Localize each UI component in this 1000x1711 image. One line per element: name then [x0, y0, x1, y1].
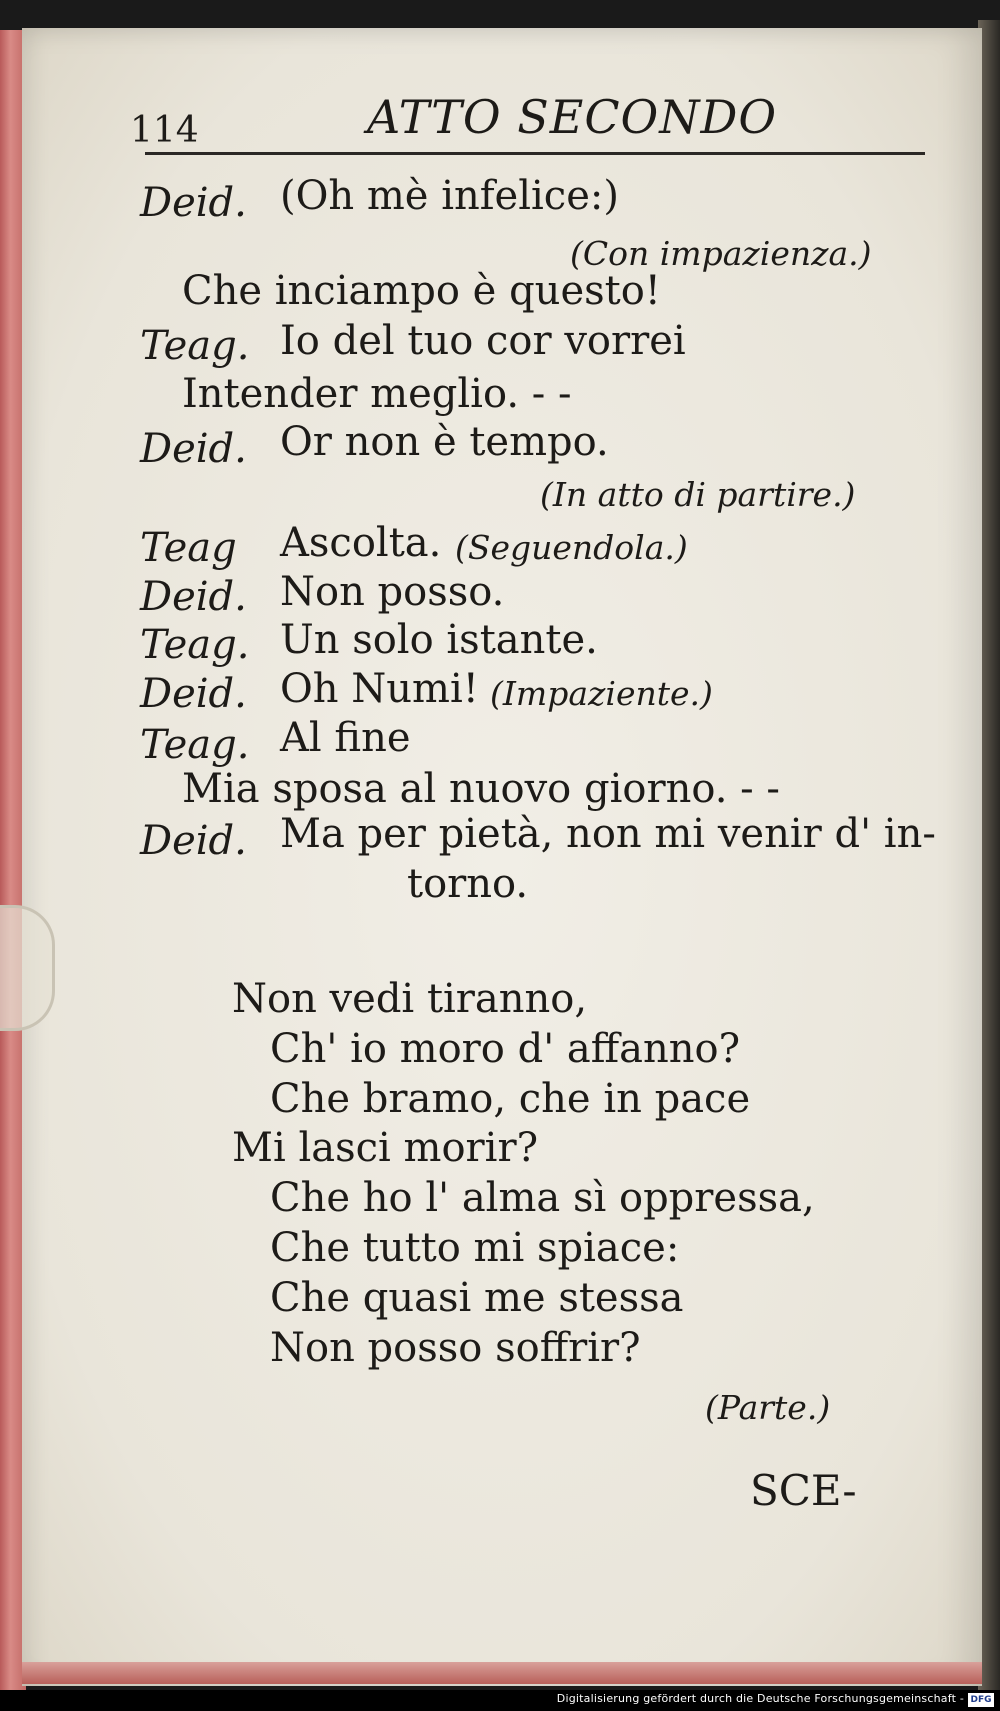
- stage-direction: (In atto di partire.): [540, 475, 856, 514]
- aria-line: Mi lasci morir?: [232, 1125, 539, 1171]
- speaker-label: Deid.: [140, 818, 247, 864]
- aria-line: Che ho l' alma sì oppressa,: [270, 1175, 815, 1221]
- aria-line: Non vedi tiranno,: [232, 976, 588, 1022]
- aria-line: Ch' io moro d' affanno?: [270, 1026, 741, 1072]
- verse-line: Un solo istante.: [280, 617, 598, 663]
- book-page: [22, 28, 982, 1686]
- verse-line: Ascolta.: [280, 520, 442, 566]
- speaker-label: Deid.: [140, 426, 247, 472]
- verse-line: Oh Numi!: [280, 666, 479, 712]
- page-bottom-edge: [22, 1662, 982, 1684]
- aria-line: Che tutto mi spiace:: [270, 1225, 680, 1271]
- verse-line: Al fine: [280, 715, 411, 761]
- aria-line: Che quasi me stessa: [270, 1275, 684, 1321]
- digitization-footer: [0, 1690, 1000, 1711]
- speaker-label: Deid.: [140, 574, 247, 620]
- page-number: 114: [130, 110, 199, 151]
- verse-line: (Oh mè infelice:): [280, 173, 619, 219]
- running-title: ATTO SECONDO: [367, 90, 778, 144]
- verse-line: Intender meglio. - -: [182, 371, 572, 417]
- footer-credit: Digitalisierung gefördert durch die Deutsche Forschungsgemeinschaft -: [556, 1692, 964, 1705]
- speaker-label: Teag.: [140, 622, 250, 668]
- dfg-logo-icon: DFG: [968, 1693, 994, 1707]
- page-clip: [0, 905, 55, 1031]
- stage-direction: (Con impazienza.): [570, 234, 872, 273]
- verse-line: Non posso.: [280, 569, 505, 615]
- speaker-label: Teag: [140, 525, 237, 571]
- verse-line: Che inciampo è questo!: [182, 268, 661, 314]
- catchword: SCE-: [750, 1466, 857, 1515]
- speaker-label: Teag.: [140, 722, 250, 768]
- verse-line: Io del tuo cor vorrei: [280, 318, 686, 364]
- aria-line: Che bramo, che in pace: [270, 1076, 751, 1122]
- header-rule: [145, 152, 925, 155]
- speaker-label: Deid.: [140, 671, 247, 717]
- stage-direction: (Impaziente.): [490, 674, 713, 713]
- verse-line: Or non è tempo.: [280, 419, 609, 465]
- stage-direction: (Parte.): [705, 1388, 831, 1427]
- verse-line: torno.: [407, 861, 529, 907]
- verse-line: Mia sposa al nuovo giorno. - -: [182, 766, 780, 812]
- verse-line: Ma per pietà, non mi venir d' in-: [280, 811, 936, 857]
- stage-direction: (Seguendola.): [455, 528, 688, 567]
- speaker-label: Deid.: [140, 180, 247, 226]
- speaker-label: Teag.: [140, 323, 250, 369]
- aria-line: Non posso soffrir?: [270, 1325, 641, 1371]
